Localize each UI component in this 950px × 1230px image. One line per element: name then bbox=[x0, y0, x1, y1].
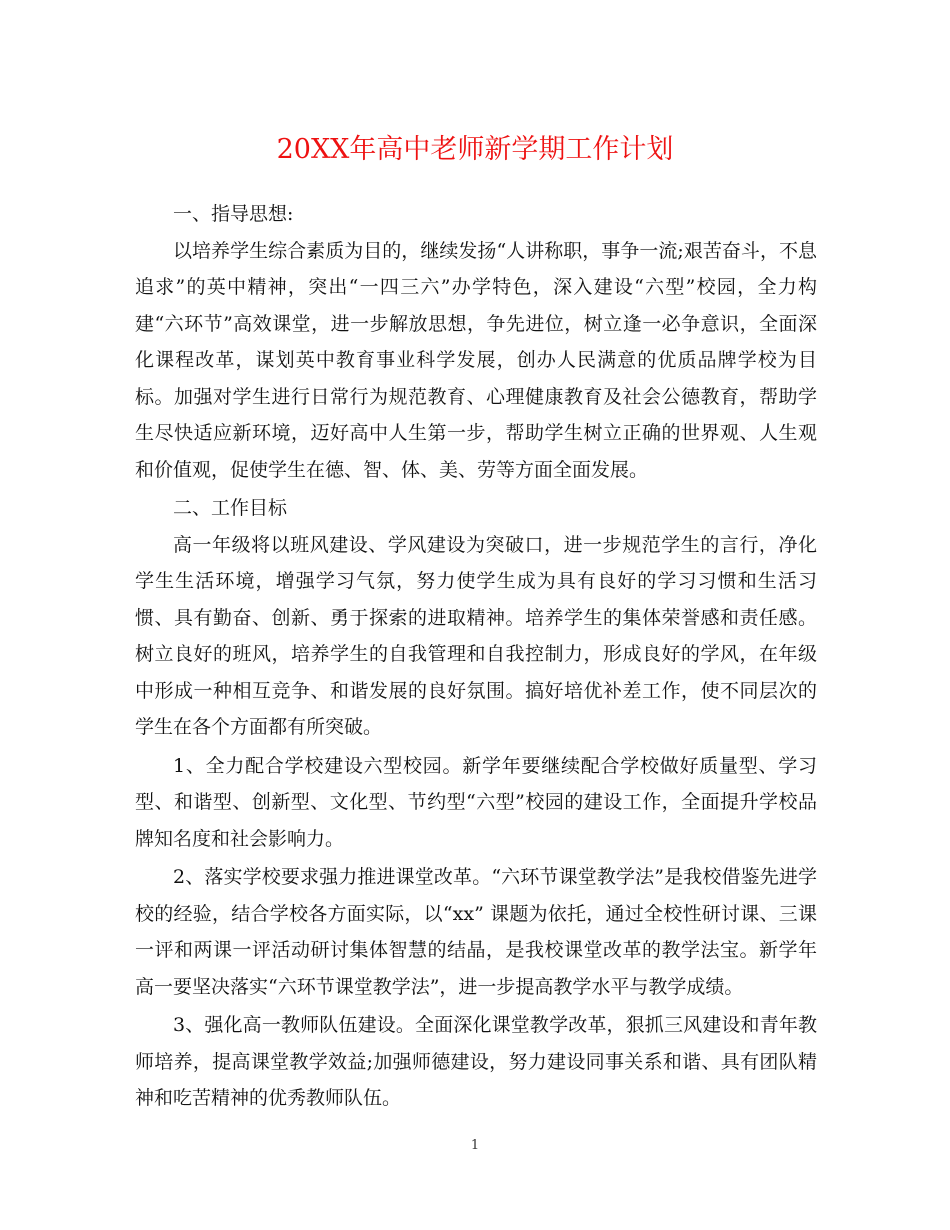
page-number: 1 bbox=[470, 1138, 480, 1153]
document-body bbox=[135, 196, 817, 1119]
document-title: 20XX年高中老师新学期工作计划 bbox=[276, 134, 674, 165]
paragraph: 以培养学生综合素质为目的，继续发扬“人讲称职，事争一流;艰苦奋斗，不息追求”的英中精神，突出“一四三六”办学特色，深入建设“六型”校园，全力构建“六环节”高效课堂，进一步解放思想，争先进位，树立逢一必争意识，全面深化课程改革，谋划英中教育事业科学发展，创办人民满意的优质品牌学校为目标。加强对学生进行日常行为规范教育、心理健康教育及社会公德教育，帮助学生尽快适应新环境，迈好高中人生第一步，帮助学生树立正确的世界观、人生观和价值观，促使学生在德、智、体、美、劳等方面全面发展。 bbox=[135, 239, 817, 481]
paragraph: 高一年级将以班风建设、学风建设为突破口，进一步规范学生的言行，净化学生生活环境，增强学习气氛，努力使学生成为具有良好的学习习惯和生活习惯、具有勤奋、创新、勇于探索的进取精神。培养学生的集体荣誉感和责任感。树立良好的班风，培养学生的自我管理和自我控制力，形成良好的学风，在年级中形成一种相互竞争、和谐发展的良好氛围。搞好培优补差工作，使不同层次的学生在各个方面都有所突破。 bbox=[135, 533, 817, 738]
paragraph: 3、强化高一教师队伍建设。全面深化课堂教学改革，狠抓三风建设和青年教师培养，提高课堂教学效益;加强师德建设，努力建设同事关系和谐、具有团队精神和吃苦精神的优秀教师队伍。 bbox=[135, 1014, 817, 1109]
section-heading: 一、指导思想: bbox=[173, 203, 294, 225]
paragraph: 2、落实学校要求强力推进课堂改革。“六环节课堂教学法”是我校借鉴先进学校的经验，结合学校各方面实际，以“xx” 课题为依托，通过全校性研讨课、三课一评和两课一评活动研讨集体智慧的结晶，是我校课堂改革的教学法宝。新学年高一要坚决落实“六环节课堂教学法”，进一步提高教学水平与教学成绩。 bbox=[135, 866, 817, 998]
section-heading: 二、工作目标 bbox=[173, 497, 288, 519]
paragraph: 1、全力配合学校建设六型校园。新学年要继续配合学校做好质量型、学习型、和谐型、创新型、文化型、节约型“六型”校园的建设工作，全面提升学校品牌知名度和社会影响力。 bbox=[135, 754, 817, 850]
